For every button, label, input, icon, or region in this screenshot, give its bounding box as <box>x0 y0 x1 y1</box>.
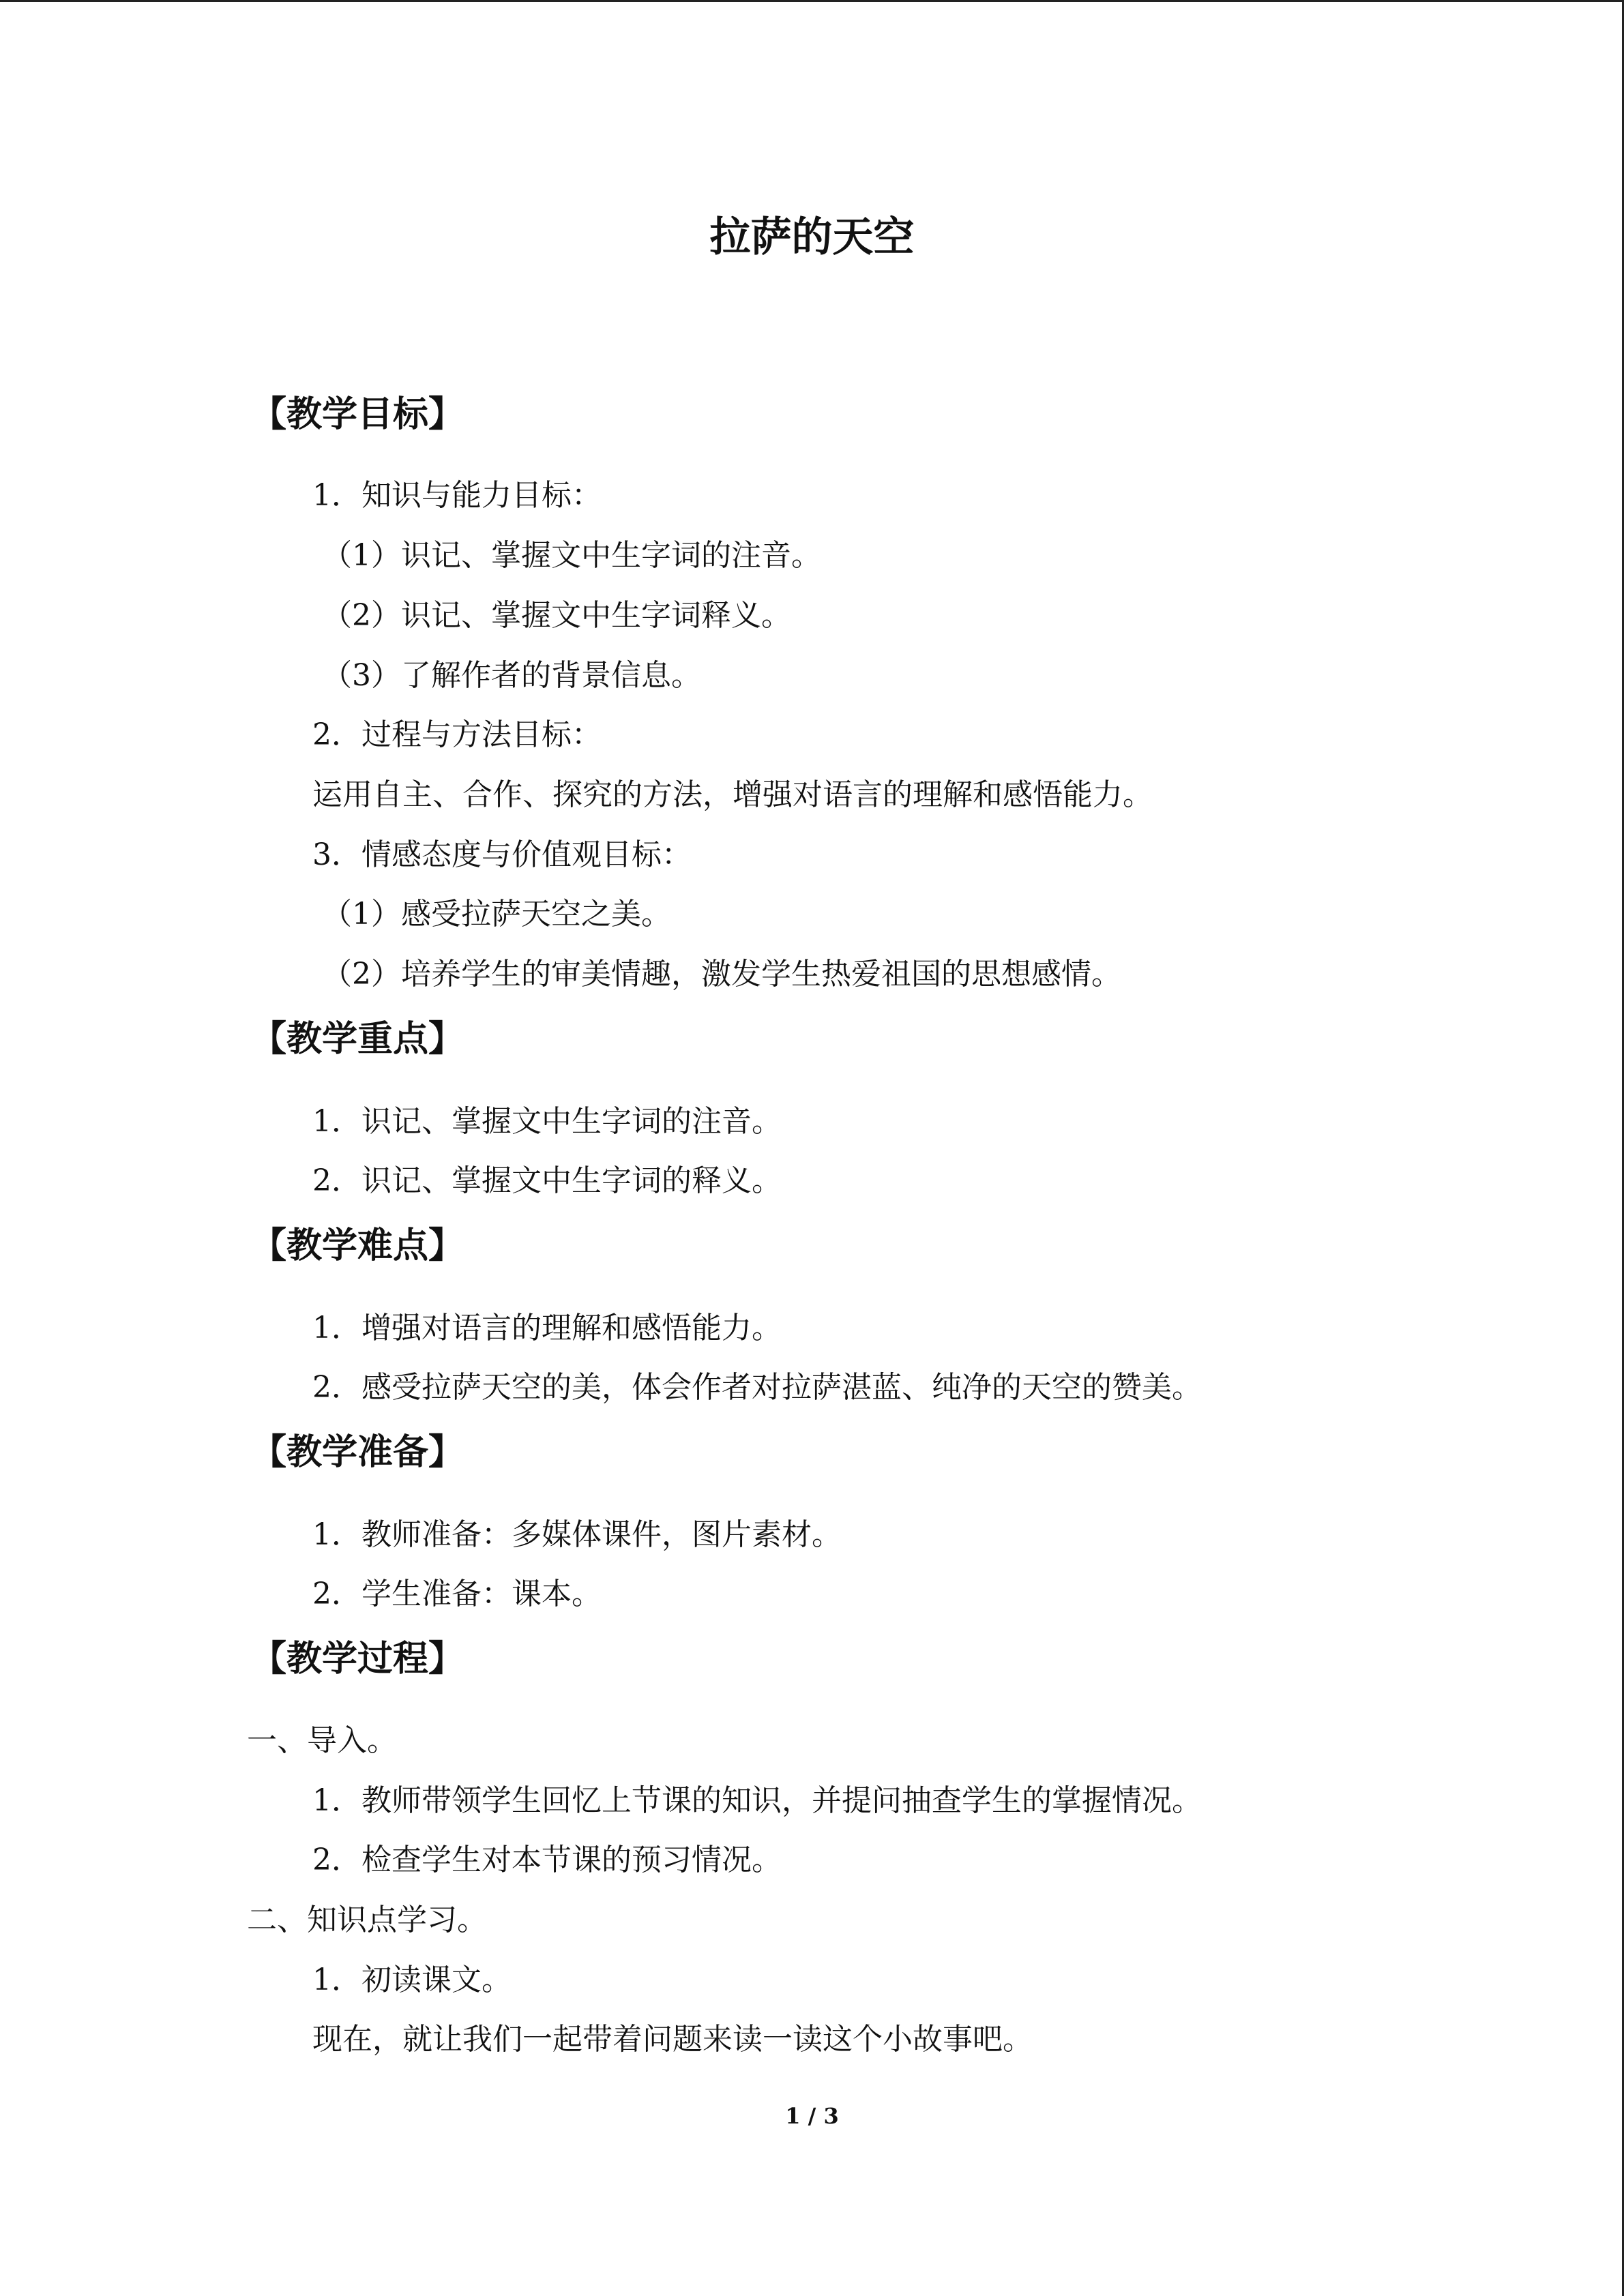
heading-difficulties: 【教学难点】 <box>251 1225 464 1266</box>
page-border-top <box>0 0 1624 2</box>
page-number: 1 / 3 <box>785 2103 839 2129</box>
preparation-line: 2．学生准备：课本。 <box>312 1577 602 1611</box>
heading-key-points: 【教学重点】 <box>251 1019 464 1060</box>
objectives-line: （3）了解作者的背景信息。 <box>322 658 701 693</box>
heading-preparation: 【教学准备】 <box>251 1432 464 1473</box>
objectives-line: 运用自主、合作、探究的方法，增强对语言的理解和感悟能力。 <box>312 777 1153 812</box>
objectives-line: （2）识记、掌握文中生字词释义。 <box>322 598 791 633</box>
objectives-line: 2．过程与方法目标： <box>312 717 602 752</box>
objectives-line: 1．知识与能力目标： <box>312 478 602 513</box>
document-title: 拉萨的天空 <box>709 213 915 261</box>
objectives-line: （1）识记、掌握文中生字词的注音。 <box>322 538 821 573</box>
difficulties-line: 1．增强对语言的理解和感悟能力。 <box>312 1311 782 1345</box>
heading-objectives: 【教学目标】 <box>251 394 464 435</box>
key-points-line: 1．识记、掌握文中生字词的注音。 <box>312 1104 782 1139</box>
process-line: 现在，就让我们一起带着问题来读一读这个小故事吧。 <box>312 2022 1033 2057</box>
preparation-line: 1．教师准备：多媒体课件，图片素材。 <box>312 1517 842 1552</box>
process-line: 2．检查学生对本节课的预习情况。 <box>312 1843 782 1877</box>
process-line: 1．教师带领学生回忆上节课的知识，并提问抽查学生的掌握情况。 <box>312 1783 1202 1818</box>
heading-process: 【教学过程】 <box>251 1639 464 1680</box>
objectives-line: 3．情感态度与价值观目标： <box>312 837 692 872</box>
process-line: 一、导入。 <box>247 1723 397 1758</box>
process-line: 二、知识点学习。 <box>247 1903 487 1937</box>
key-points-line: 2．识记、掌握文中生字词的释义。 <box>312 1163 782 1198</box>
process-line: 1．初读课文。 <box>312 1963 512 1997</box>
objectives-line: （2）培养学生的审美情趣，激发学生热爱祖国的思想感情。 <box>322 957 1121 992</box>
objectives-line: （1）感受拉萨天空之美。 <box>322 897 671 931</box>
difficulties-line: 2．感受拉萨天空的美，体会作者对拉萨湛蓝、纯净的天空的赞美。 <box>312 1370 1202 1405</box>
